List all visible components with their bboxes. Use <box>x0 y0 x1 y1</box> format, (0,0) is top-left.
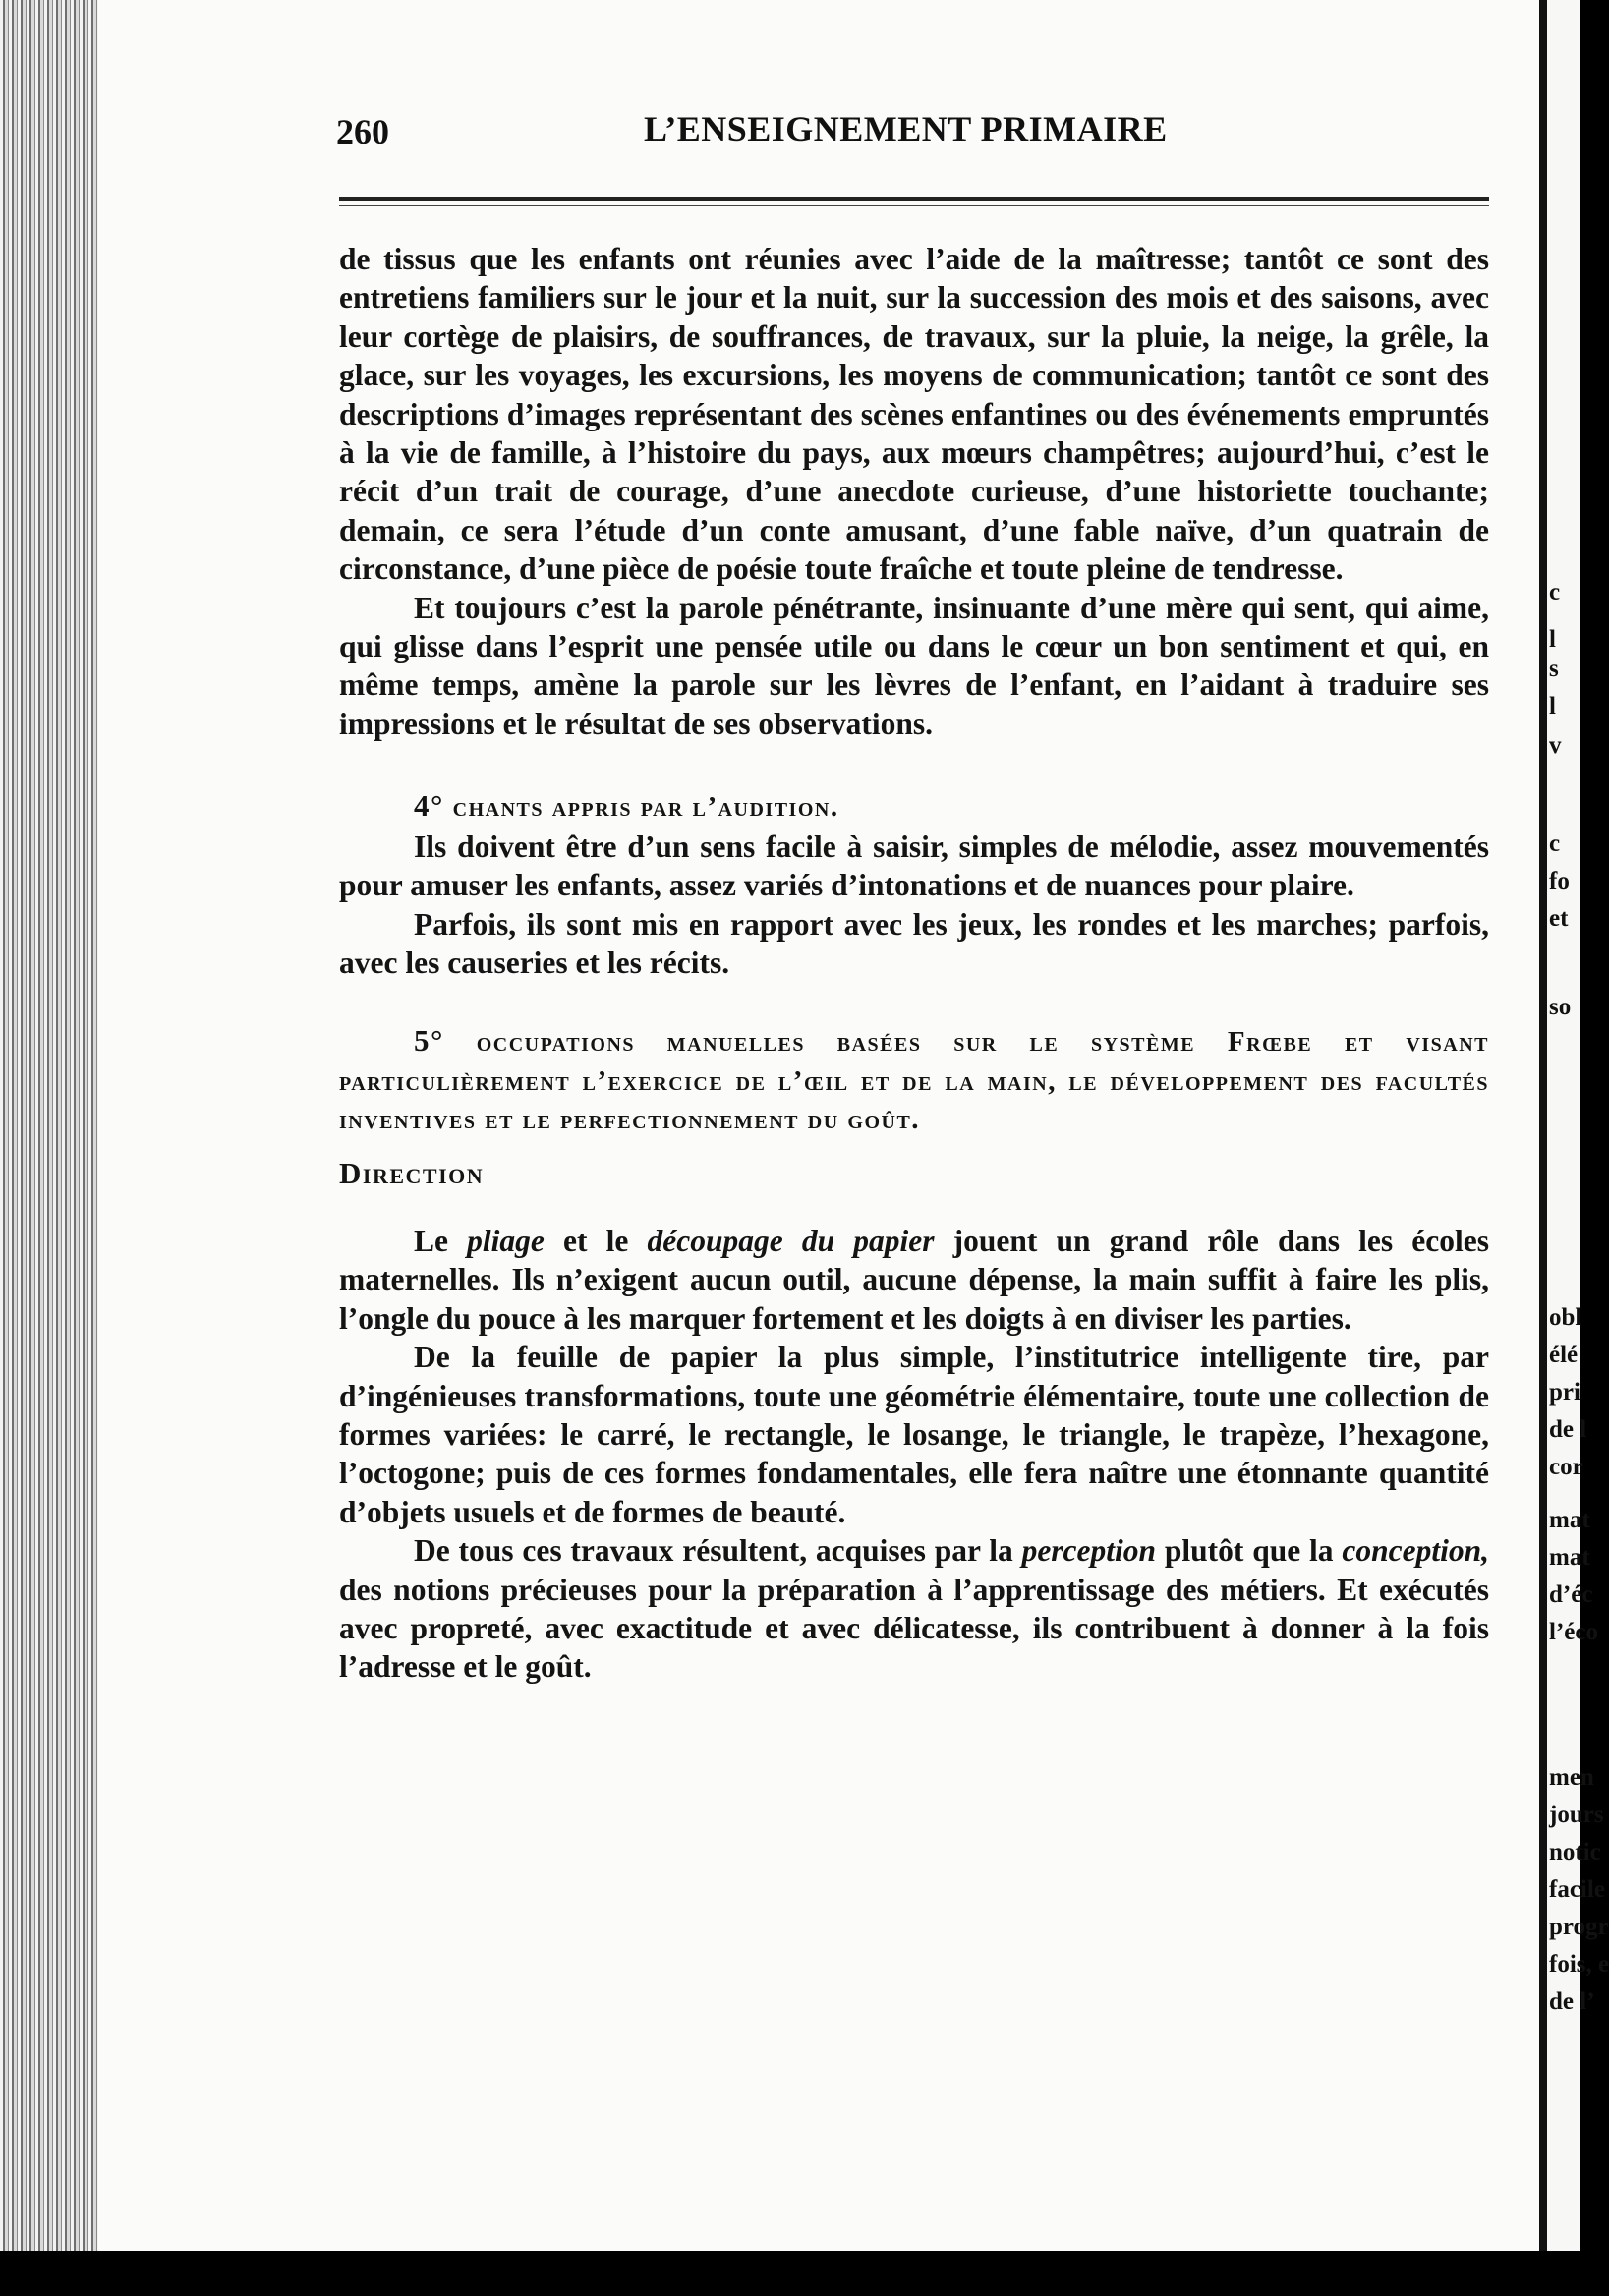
next-page-fragment: c <box>1549 579 1561 605</box>
paragraph-2: Et toujours c’est la parole pénétrante, insinuante d’une mère qui sent, qui aime, qui glisse dans l’esprit une pensée utile ou dans le cœur un bon sentiment et qui, en même temps, amène la parole sur les lèvres de l’enfant, en l’aidant à traduire ses impressions et le résultat de ses observations. <box>339 590 1489 741</box>
paragraph-4: Parfois, ils sont mis en rapport avec les jeux, les rondes et les marches; parfois, avec les causeries et les récits. <box>339 906 1489 980</box>
next-page-fragment: s <box>1549 656 1559 682</box>
next-page-fragment: l <box>1549 626 1556 653</box>
p5-text-a: Le <box>414 1223 468 1258</box>
scan-border-bottom <box>0 2251 1573 2296</box>
header-rule-thin <box>339 205 1489 206</box>
next-page-fragment: notic <box>1549 1839 1601 1866</box>
next-page-fragment: cor <box>1549 1454 1583 1480</box>
adjacent-page-edge <box>1539 0 1609 2251</box>
next-page-fragment: fo <box>1549 868 1570 894</box>
next-page-fragment: et <box>1549 905 1569 932</box>
next-page-fragment: mat <box>1549 1544 1590 1571</box>
section-heading-5 <box>339 1021 1489 1139</box>
p7-italic-conception: conception, <box>1342 1533 1489 1569</box>
next-page-fragment: l <box>1549 693 1556 719</box>
paragraph-3: Ils doivent être d’un sens facile à saisir, simples de mélodie, assez mouvementés pour amuser les enfants, assez variés d’intonations et de nuances pour plaire. <box>339 829 1489 903</box>
next-page-fragment: jours <box>1549 1802 1604 1828</box>
p5-text-c: jouent un grand rôle dans les écoles maternelles. Ils n’exigent aucun outil, aucune dépense, la main suffit à faire les plis, l’ongle du pouce à les marquer fortement et les doigts à en diviser les parties. <box>339 1223 1489 1336</box>
next-page-fragment: obl <box>1549 1304 1582 1331</box>
next-page-fragment: mat <box>1549 1507 1590 1533</box>
p7-text-a: De tous ces travaux résultent, acquises par la <box>414 1533 1022 1569</box>
next-page-fragment: progr <box>1549 1914 1609 1940</box>
p5-text-b: et le <box>544 1223 648 1258</box>
paragraph-7 <box>339 1531 1489 1687</box>
section-title-4: chants appris par l’audition. <box>452 791 839 824</box>
next-page-fragment: v <box>1549 732 1562 759</box>
page-number: 260 <box>336 112 389 151</box>
p7-italic-perception: perception <box>1021 1533 1157 1569</box>
p7-text-b: plutôt que la <box>1156 1533 1343 1569</box>
page-body <box>339 240 1489 1687</box>
next-page-fragment: fois, e <box>1549 1951 1609 1978</box>
section-heading-4 <box>339 786 1489 827</box>
paragraph-5 <box>339 1222 1489 1338</box>
next-page-fragment: pri <box>1549 1379 1580 1406</box>
p5-italic-decoupage: découpage du papier <box>647 1223 935 1258</box>
section-number-5: 5° <box>414 1023 444 1059</box>
paragraph-1: de tissus que les enfants ont réunies avec l’aide de la maîtresse; tantôt ce sont des entretiens familiers sur le jour et la nuit, sur la succession des mois et des saisons, avec leur cortège de plaisirs, de souffrances, de travaux, sur la pluie, la neige, la grêle, la glace, sur les voyages, les excursions, les moyens de communication; tantôt ce sont des descriptions d’images représentant des scènes enfantines ou des événements empruntés à la vie de famille, à l’histoire du pays, aux mœurs champêtres; aujourd’hui, c’est le récit d’un trait de courage, d’une anecdote curieuse, d’une historiette touchante; demain, ce sera l’étude d’un conte amusant, d’une fable naïve, d’un quatrain de circonstance, d’une pièce de poésie toute fraîche et toute pleine de tendresse. <box>339 242 1489 587</box>
next-page-fragment: c <box>1549 831 1561 857</box>
next-page-fragment: de l <box>1549 1416 1587 1443</box>
book-page-edges <box>0 0 98 2251</box>
next-page-fragment: d’éc <box>1549 1581 1593 1608</box>
section-number-4: 4° <box>414 788 444 824</box>
p5-italic-pliage: pliage <box>467 1223 545 1258</box>
paragraph-6: De la feuille de papier la plus simple, l’institutrice intelligente tire, par d’ingénieuses transformations, toute une géométrie élémentaire, toute une collection de formes variées: le carré, le rectangle, le losange, le triangle, le trapèze, l’hexagone, l’octogone; puis de ces formes fondamentales, elle fera naître une étonnante quantité d’objets usuels et de formes de beauté. <box>339 1340 1489 1529</box>
direction-heading: Direction <box>339 1155 485 1190</box>
next-page-fragment: so <box>1549 994 1572 1020</box>
section-title-5: occupations manuelles basées sur le système Frœbe et visant particulièrement l’exercice de l’œil et de la main, le développement des facultés inventives et le perfectionnement du goût. <box>339 1026 1490 1136</box>
header-rule <box>339 197 1489 201</box>
next-page-fragment: élé <box>1549 1342 1579 1368</box>
next-page-fragment: de l’ <box>1549 1988 1595 2015</box>
p7-text-c: des notions précieuses pour la préparation à l’apprentissage des métiers. Et exécutés avec propreté, avec exactitude et avec délicatesse, ils contribuent à donner à la fois l’adresse et le goût. <box>339 1572 1489 1685</box>
next-page-fragment: facile <box>1549 1876 1605 1903</box>
next-page-fragment: men <box>1549 1764 1594 1791</box>
running-title: L’ENSEIGNEMENT PRIMAIRE <box>644 109 1168 148</box>
next-page-fragment: l’éco <box>1549 1619 1598 1645</box>
